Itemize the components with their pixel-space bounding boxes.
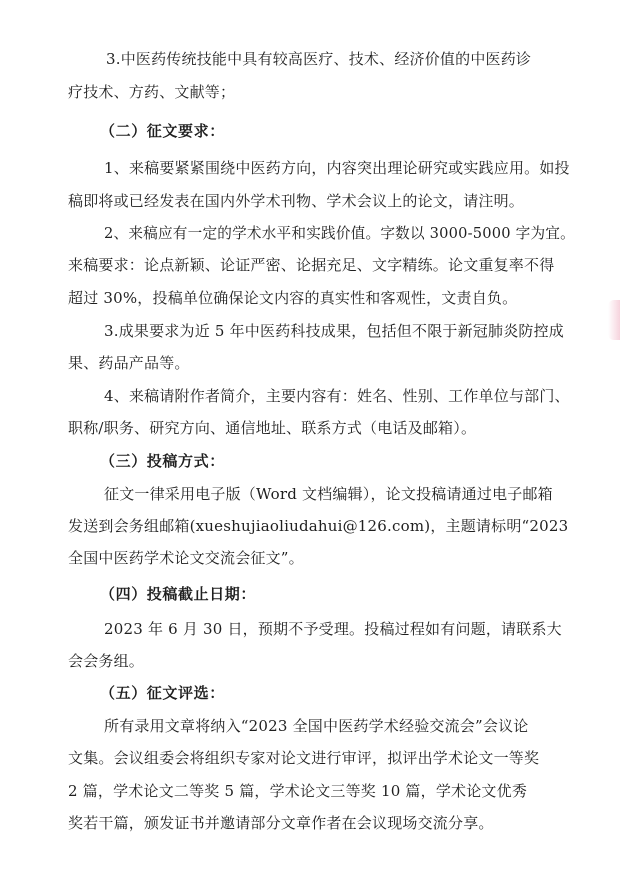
text-line: 超过 30%，投稿单位确保论文内容的真实性和客观性，文责自负。 — [68, 289, 518, 307]
section-heading: （二）征文要求： — [100, 122, 225, 140]
text-line: 2、来稿应有一定的学术水平和实践价值。字数以 3000-5000 字为宜。 — [104, 224, 575, 242]
section-heading: （四）投稿截止日期： — [100, 585, 257, 603]
text-line: 职称/职务、研究方向、通信地址、联系方式（电话及邮箱）。 — [68, 419, 477, 437]
text-line: 4、来稿请附作者简介，主要内容有：姓名、性别、工作单位与部门、 — [104, 387, 570, 405]
text-line: 2 篇，学术论文二等奖 5 篇，学术论文三等奖 10 篇，学术论文优秀 — [68, 782, 528, 800]
text-line: 奖若干篇，颁发证书并邀请部分文章作者在会议现场交流分享。 — [68, 814, 494, 832]
text-line: 全国中医药学术论文交流会征文”。 — [68, 549, 304, 567]
text-line: 来稿要求：论点新颖、论证严密、论据充足、文字精练。论文重复率不得 — [68, 256, 555, 274]
text-line: 3.成果要求为近 5 年中医药科技成果，包括但不限于新冠肺炎防控成 — [104, 322, 564, 340]
text-line: 果、药品产品等。 — [68, 354, 190, 372]
text-line: 疗技术、方药、文献等； — [68, 83, 236, 101]
text-line: 征文一律采用电子版（Word 文档编辑），论文投稿请通过电子邮箱 — [104, 485, 553, 503]
seal-edge-mark — [608, 300, 620, 340]
text-line: 1、来稿要紧紧围绕中医药方向，内容突出理论研究或实践应用。如投 — [104, 159, 570, 177]
section-heading: （三）投稿方式： — [100, 452, 225, 470]
section-heading: （五）征文评选： — [100, 684, 225, 702]
text-line: 3.中医药传统技能中具有较高医疗、技术、经济价值的中医药诊 — [106, 50, 532, 68]
text-line: 稿即将或已经发表在国内外学术刊物、学术会议上的论文，请注明。 — [68, 192, 525, 210]
text-line: 所有录用文章将纳入“2023 全国中医药学术经验交流会”会议论 — [104, 717, 529, 735]
text-line: 文集。会议组委会将组织专家对论文进行审评，拟评出学术论文一等奖 — [68, 749, 540, 767]
text-line: 会会务组。 — [68, 652, 145, 670]
text-line: 2023 年 6 月 30 日，预期不予受理。投稿过程如有问题，请联系大 — [104, 620, 562, 638]
text-line: 发送到会务组邮箱(xueshujiaoliudahui@126.com)，主题请标明“2023 — [68, 517, 569, 535]
